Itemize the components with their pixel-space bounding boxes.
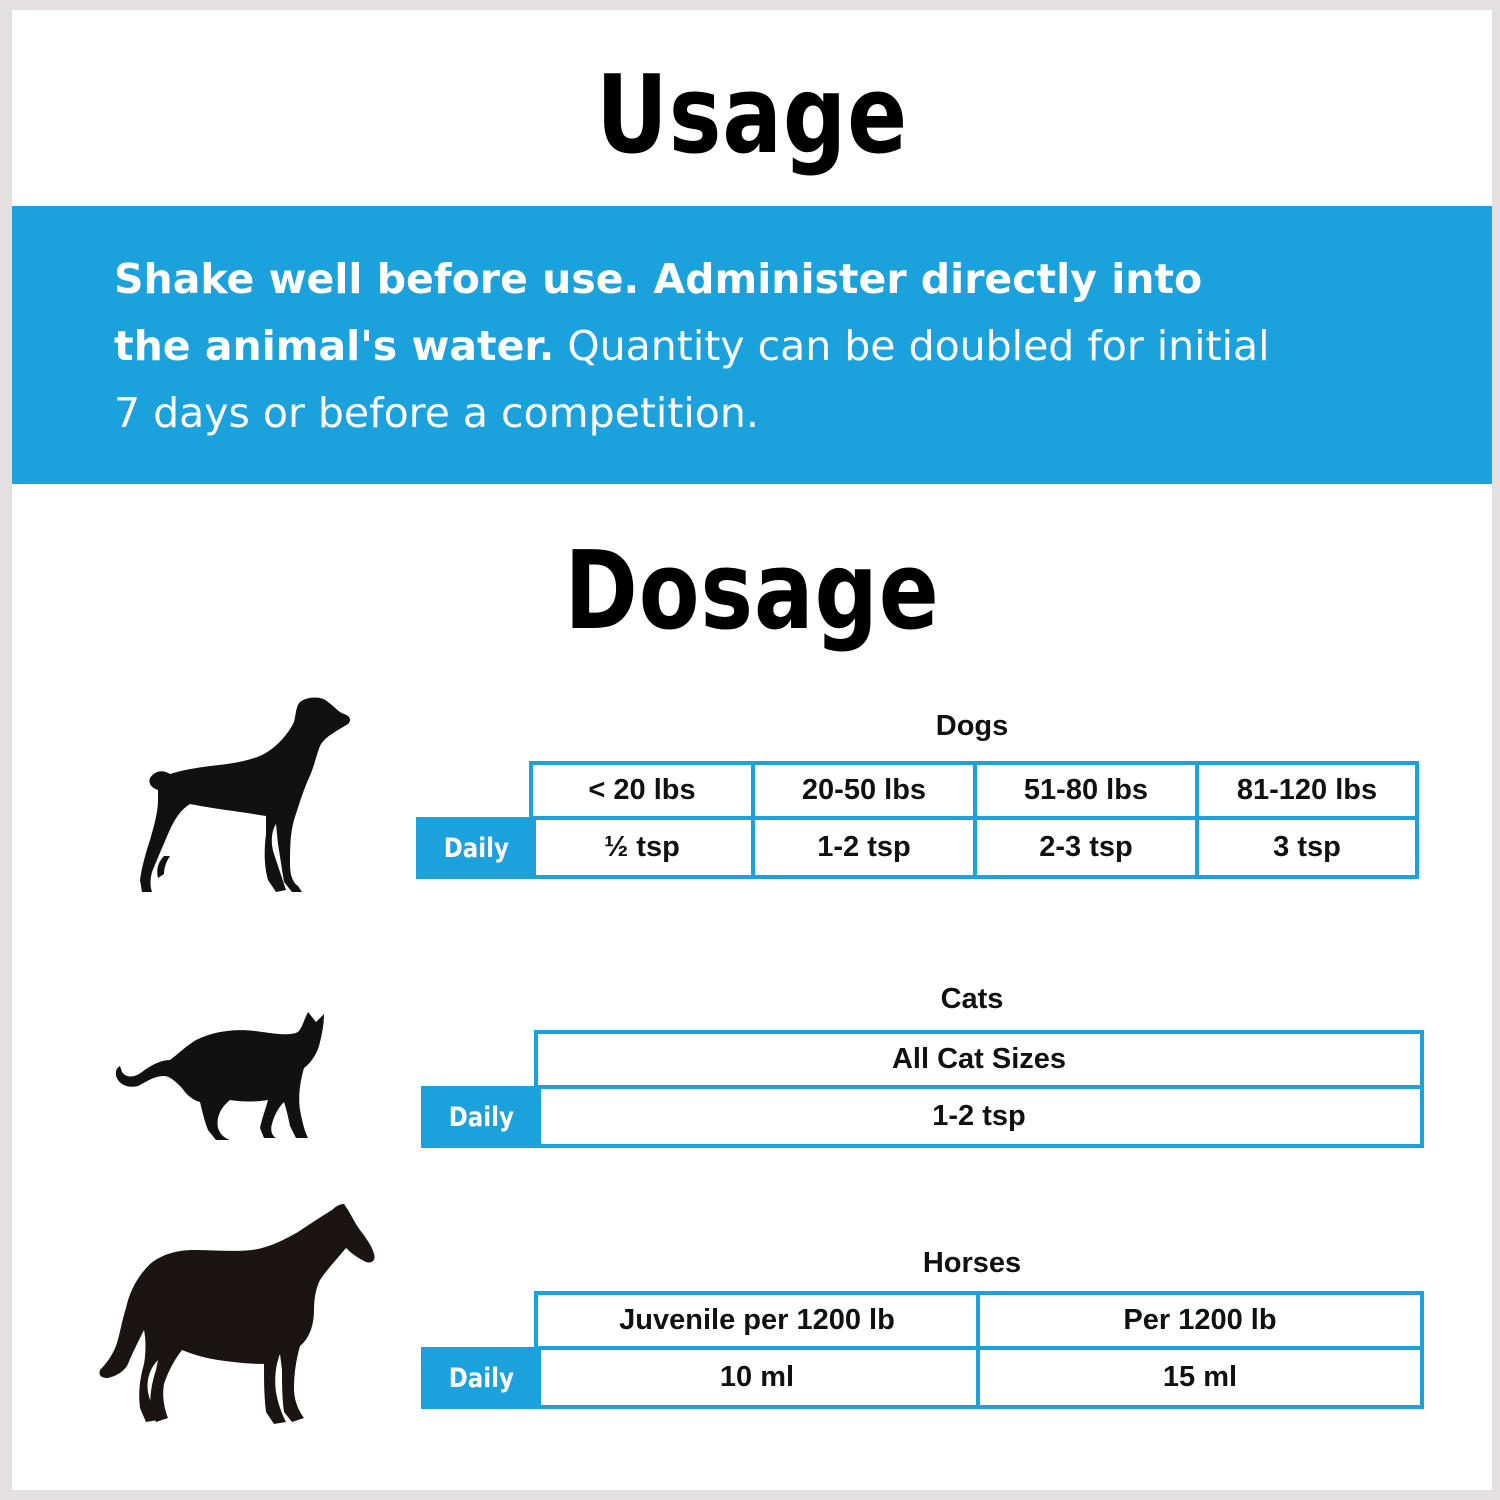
dogs-col-header: 20-50 lbs [751, 765, 973, 820]
cats-dosage-table [534, 1030, 1424, 1148]
usage-instructions-regular: Quantity can be doubled for initial 7 days or before a competition. [114, 322, 1270, 437]
dog-icon [130, 694, 355, 894]
horse-icon [88, 1202, 378, 1427]
dogs-col-header: 81-120 lbs [1195, 765, 1415, 820]
dogs-dose-value: 1-2 tsp [751, 820, 973, 875]
horses-col-header: Per 1200 lb [976, 1295, 1420, 1350]
cats-label: Cats [940, 983, 1004, 1015]
dogs-label: Dogs [935, 710, 1009, 742]
cat-icon [112, 1010, 332, 1142]
page [12, 10, 1492, 1490]
usage-instructions [114, 246, 1274, 447]
horses-col-header: Juvenile per 1200 lb [538, 1295, 976, 1350]
usage-banner [12, 206, 1492, 484]
dogs-dose-value: ½ tsp [604, 831, 680, 863]
usage-title: Usage [596, 53, 908, 178]
dogs-daily-label [416, 817, 536, 879]
dogs-col-header: < 20 lbs [533, 765, 751, 820]
horses-label: Horses [922, 1247, 1022, 1279]
horses-dose-value: 10 ml [719, 1361, 795, 1393]
horses-daily-label [421, 1347, 541, 1409]
cats-daily-text: Daily [448, 1101, 514, 1133]
horses-dose-value: 15 ml [976, 1350, 1420, 1405]
cats-dose-value: 1-2 tsp [932, 1100, 1026, 1132]
dogs-dose-value: 2-3 tsp [973, 820, 1195, 875]
dosage-title: Dosage [564, 529, 940, 654]
cats-col-header: All Cat Sizes [538, 1034, 1420, 1089]
dogs-daily-text: Daily [443, 832, 509, 864]
cats-daily-label [421, 1086, 541, 1148]
dogs-col-header: 51-80 lbs [973, 765, 1195, 820]
horses-dosage-table [534, 1291, 1424, 1409]
usage-instructions-bold: Shake well before use. Administer directly into the animal's water. [114, 255, 1203, 370]
dogs-dosage-table [529, 761, 1419, 879]
horses-daily-text: Daily [448, 1362, 514, 1394]
dogs-dose-value: 3 tsp [1195, 820, 1415, 875]
